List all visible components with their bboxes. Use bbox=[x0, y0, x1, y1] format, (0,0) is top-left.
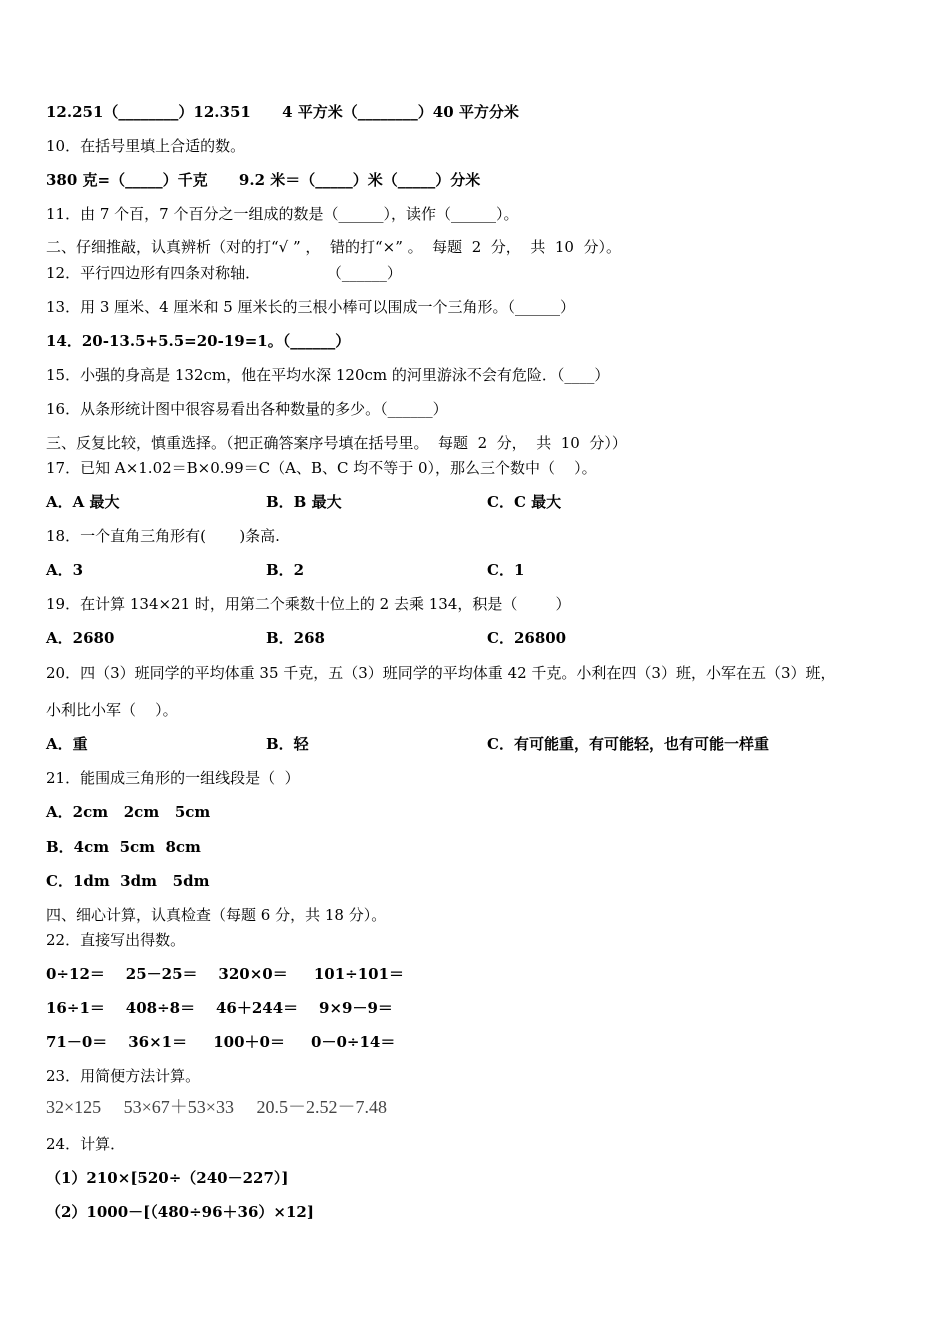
q11: 11．由 7 个百，7 个百分之一组成的数是（______），读作（______）。 bbox=[46, 205, 519, 223]
q16: 16．从条形统计图中很容易看出各种数量的多少。（______） bbox=[46, 400, 448, 418]
q18-option-a: A．3 bbox=[46, 561, 84, 579]
q23-expressions: 32×125 53×67＋53×33 20.5－2.52－7.48 bbox=[46, 1097, 387, 1117]
q19-option-c: C．26800 bbox=[487, 629, 567, 647]
q17-option-c: C．C 最大 bbox=[487, 493, 562, 511]
section-2-heading: 二、仔细推敲，认真辨析（对的打“√ ” ， 错的打“×” 。 每题 2 分， 共 10 分）。 bbox=[46, 238, 621, 256]
q20: 20．四（3）班同学的平均体重 35 千克，五（3）班同学的平均体重 42 千克。小利在四（3）班，小军在五（3）班， bbox=[46, 664, 836, 682]
q23-title: 23．用简便方法计算。 bbox=[46, 1067, 201, 1085]
q22-row-3: 71－0＝ 36×1＝ 100＋0＝ 0－0÷14＝ bbox=[46, 1033, 396, 1051]
q22-row-1: 0÷12＝ 25－25＝ 320×0＝ 101÷101＝ bbox=[46, 965, 405, 983]
section-4-heading: 四、细心计算，认真检查（每题 6 分，共 18 分）。 bbox=[46, 906, 387, 924]
q17-option-b: B．B 最大 bbox=[266, 493, 342, 511]
q21: 21．能围成三角形的一组线段是（ ） bbox=[46, 769, 300, 787]
q18-option-b: B．2 bbox=[266, 561, 305, 579]
q22-row-2: 16÷1＝ 408÷8＝ 46＋244＝ 9×9－9＝ bbox=[46, 999, 393, 1017]
q20-cont: 小利比小军（ ）。 bbox=[46, 701, 178, 719]
q14: 14．20-13.5+5.5=20-19=1。（______） bbox=[46, 332, 351, 350]
q20-option-c: C．有可能重，有可能轻，也有可能一样重 bbox=[487, 735, 769, 753]
q19-option-b: B．268 bbox=[266, 629, 325, 647]
section-3-heading: 三、反复比较，慎重选择。（把正确答案序号填在括号里。 每题 2 分， 共 10 分）） bbox=[46, 434, 627, 452]
q22-title: 22．直接写出得数。 bbox=[46, 931, 186, 949]
q24-item-2: （2）1000－[（480÷96＋36）×12] bbox=[46, 1203, 314, 1221]
q20-option-a: A．重 bbox=[46, 735, 88, 753]
q21-option-a: A．2cm 2cm 5cm bbox=[46, 803, 211, 821]
q10-title: 10．在括号里填上合适的数。 bbox=[46, 137, 246, 155]
q18-option-c: C．1 bbox=[487, 561, 525, 579]
q21-option-c: C．1dm 3dm 5dm bbox=[46, 872, 210, 890]
q17-option-a: A．A 最大 bbox=[46, 493, 120, 511]
q21-option-b: B．4cm 5cm 8cm bbox=[46, 838, 201, 856]
q17: 17．已知 A×1.02＝B×0.99＝C（A、B、C 均不等于 0），那么三个数中（ ）。 bbox=[46, 459, 597, 477]
q19-option-a: A．2680 bbox=[46, 629, 115, 647]
q24-title: 24．计算． bbox=[46, 1135, 126, 1153]
q18: 18．一个直角三角形有( )条高. bbox=[46, 527, 280, 545]
q13: 13．用 3 厘米、4 厘米和 5 厘米长的三根小棒可以围成一个三角形。（______） bbox=[46, 298, 576, 316]
q12: 12．平行四边形有四条对称轴． （______） bbox=[46, 264, 402, 282]
q20-option-b: B．轻 bbox=[266, 735, 309, 753]
q10-blanks: 380 克=（_____）千克 9.2 米＝（_____）米（_____）分米 bbox=[46, 171, 481, 189]
q9-compare-line: 12.251（________）12.351 4 平方米（________）40 平方分米 bbox=[46, 103, 519, 121]
q19: 19．在计算 134×21 时，用第二个乘数十位上的 2 去乘 134，积是（ ） bbox=[46, 595, 571, 613]
q15: 15．小强的身高是 132cm，他在平均水深 120cm 的河里游泳不会有危险．（____） bbox=[46, 366, 610, 384]
q24-item-1: （1）210×[520÷（240－227）] bbox=[46, 1169, 289, 1187]
